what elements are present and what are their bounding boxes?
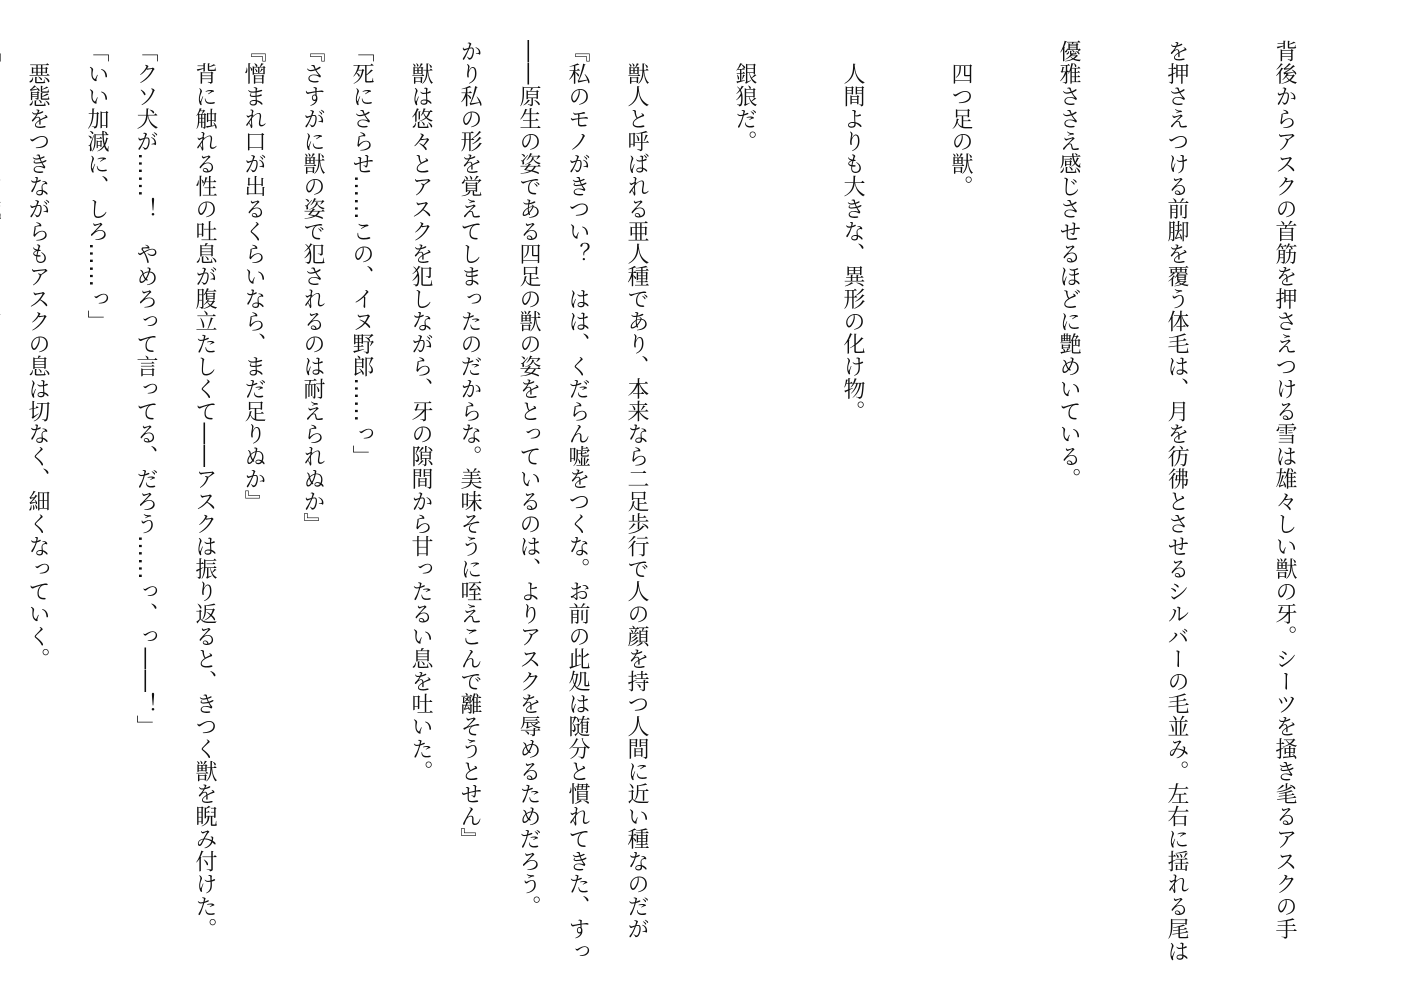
text-line: 優雅ささえ感じさせるほどに艶めいている。	[1056, 40, 1081, 490]
text-line: 『私のモノがきつい？ はは、くだらん嘘をつくな。お前の此処は随分と慣れてきた、すっ	[565, 40, 590, 963]
text-line: 「いい加減に、しろ……っ」	[84, 40, 109, 333]
text-line: 四つ足の獣。	[948, 40, 973, 198]
text-line: 背に触れる性の吐息が腹立たしくて――アスクは振り返ると、きつく獣を睨み付けた。	[192, 40, 217, 940]
text-line: を押さえつける前脚を覆う体毛は、月を彷彿とさせるシルバーの毛並み。左右に揺れる尾は	[1164, 40, 1189, 963]
text-line: 獣は悠々とアスクを犯しながら、牙の隙間から甘ったるい息を吐いた。	[408, 40, 433, 783]
left-page-text	[27, 40, 667, 980]
text-line: 「クソ犬が……！ やめろって言ってる、だろう……っ、っ――！」	[133, 40, 158, 738]
text-line: 悪態をつきながらもアスクの息は切なく、細くなっていく。	[25, 40, 50, 670]
text-line: かり私の形を覚えてしまったのだからな。美味そうに咥えこんで離そうとせん』	[457, 40, 482, 850]
text-line: 『憎まれ口が出るくらいなら、まだ足りぬか』	[241, 40, 266, 513]
text-line: 獣人と呼ばれる亜人種であり、本来なら二足歩行で人の顔を持つ人間に近い種なのだが	[624, 40, 649, 940]
text-line: 人間よりも大きな、異形の化け物。	[840, 40, 865, 423]
text-line: 背後からアスクの首筋を押さえつける雪は雄々しい獣の牙。シーツを掻き毟るアスクの手	[1272, 40, 1297, 940]
text-line: 「死にさらせ……この、イヌ野郎……っ」	[349, 40, 374, 468]
text-line: 銀狼だ。	[732, 40, 757, 153]
text-line: ――原生の姿である四足の獣の姿をとっているのは、よりアスクを辱めるためだろう。	[516, 40, 541, 918]
text-line: 『さすがに獣の姿で犯されるのは耐えられぬか』	[300, 40, 325, 535]
